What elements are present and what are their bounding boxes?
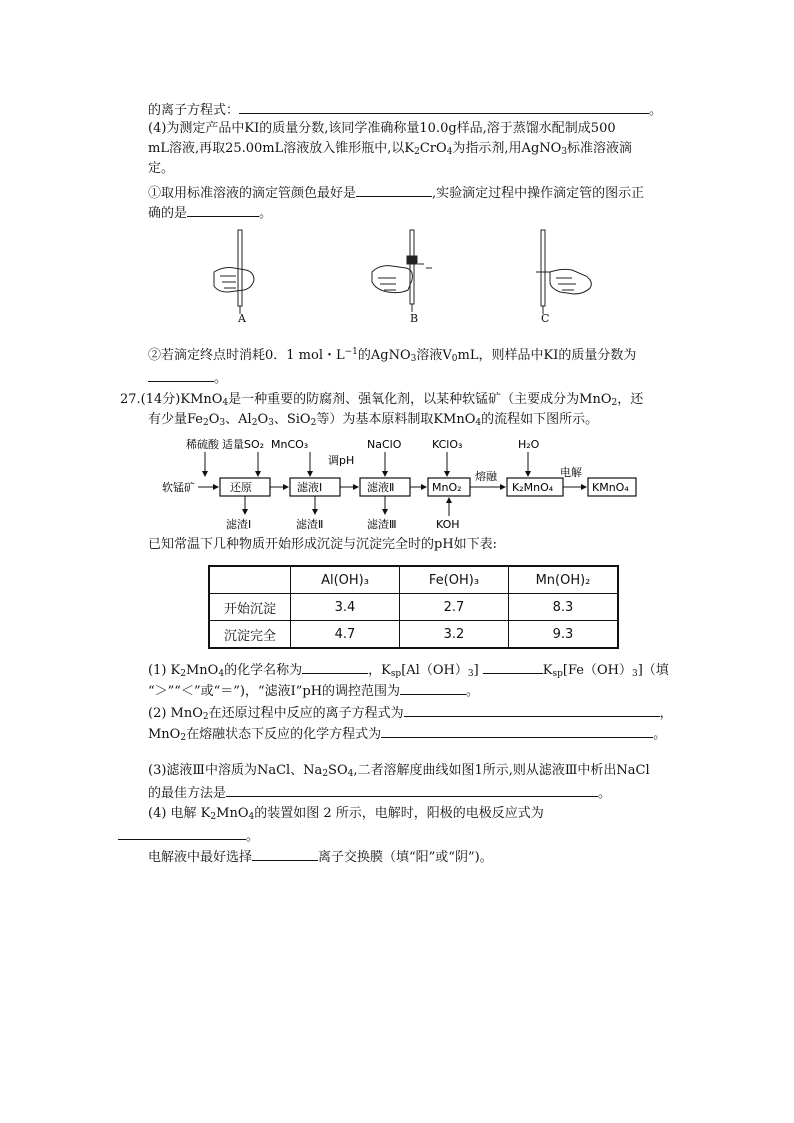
box-k2mno4: K₂MnO₄ xyxy=(512,481,554,494)
answer-blank[interactable] xyxy=(356,183,432,197)
subscript: sp xyxy=(552,669,563,679)
subscript: 4 xyxy=(218,669,225,679)
line-text: 。 xyxy=(598,786,612,801)
figure-label-b: B xyxy=(410,312,419,325)
ion-equation-line: 的离子方程式： 。 xyxy=(148,100,662,120)
answer-blank[interactable] xyxy=(226,783,598,797)
line-text: 的离子方程式： xyxy=(148,103,240,118)
subscript: 4 xyxy=(222,398,229,408)
line-text: (2) MnO xyxy=(148,706,203,721)
line-text: 是一种重要的防腐剂、强氧化剂，以某种软锰矿（主要成分为MnO xyxy=(228,392,612,407)
superscript: −1 xyxy=(344,347,358,357)
burette-figures xyxy=(200,228,600,318)
line-text: (3)滤液Ⅲ中溶质为NaCl、Na xyxy=(148,763,323,778)
table-row xyxy=(209,594,618,621)
answer-blank[interactable] xyxy=(302,660,368,674)
line-text: O xyxy=(208,412,220,427)
answer-blank[interactable] xyxy=(252,847,318,861)
burette-figure-c xyxy=(536,230,591,314)
figure-label-a: A xyxy=(238,312,246,325)
subscript: 4 xyxy=(248,812,255,822)
table-row xyxy=(209,621,618,649)
line-text: 的装置如图 2 所示，电解时，阳极的电极反应式为 xyxy=(254,806,544,821)
line-text: 27.(14分)KMnO xyxy=(120,392,223,407)
q26-part4-line2 xyxy=(148,140,632,158)
line-text: SO xyxy=(328,763,348,778)
reagent-so2: 适量SO₂ xyxy=(222,438,265,451)
header-cell: Fe(OH)₃ xyxy=(400,566,509,594)
residue-1: 滤渣Ⅰ xyxy=(226,518,252,531)
q26-sub1-line2 xyxy=(148,203,272,223)
subscript: 4 xyxy=(475,418,482,428)
line-text: ①取用标准溶液的滴定管颜色最好是 xyxy=(148,186,357,201)
subscript: 3 xyxy=(561,147,568,157)
reagent-mnco3: MnCO₃ xyxy=(271,438,309,451)
subscript: sp xyxy=(390,669,402,679)
reagent-naclo: NaClO xyxy=(367,438,402,451)
q27-part4-line3 xyxy=(148,847,493,867)
box-reduction: 还原 xyxy=(230,481,252,494)
line-text: 已知常温下几种物质开始形成沉淀与沉淀完全时的pH如下表: xyxy=(148,537,498,552)
answer-blank[interactable] xyxy=(381,724,653,738)
subscript: 2 xyxy=(180,733,187,743)
line-text: ] xyxy=(473,663,479,678)
ph-table xyxy=(208,565,619,649)
q26-sub2-line1 xyxy=(148,347,636,365)
q27-part4-line1 xyxy=(148,805,544,823)
box-filtrate-2: 滤液Ⅱ xyxy=(367,481,395,494)
table-cell: 9.3 xyxy=(509,621,619,649)
reagent-adjust-ph: 调pH xyxy=(328,454,355,467)
line-text: ，还 xyxy=(617,392,644,407)
line-text: 的化学名称为 xyxy=(224,663,303,678)
line-text: 的最佳方法是 xyxy=(148,786,227,801)
table-header-row xyxy=(209,566,618,594)
arrow-label-electrolysis: 电解 xyxy=(560,466,582,479)
line-text: MnO xyxy=(216,806,249,821)
line-text: ,二者溶解度曲线如图1所示,则从滤液Ⅲ中析出NaCl xyxy=(353,763,650,778)
line-text: K xyxy=(542,663,553,678)
line-text: 等）为基本原料制取KMnO xyxy=(316,412,476,427)
answer-blank[interactable] xyxy=(239,100,649,114)
subscript: 2 xyxy=(210,812,217,822)
ore-label: 软锰矿 xyxy=(162,481,195,494)
answer-blank[interactable] xyxy=(118,826,246,840)
line-text: 标准溶液滴 xyxy=(567,141,633,156)
line-text: MnO xyxy=(148,727,181,742)
q27-intro-line2 xyxy=(148,411,598,429)
residue-2: 滤渣Ⅱ xyxy=(296,518,324,531)
q27-part1-line1 xyxy=(148,660,669,680)
process-flowchart xyxy=(160,436,640,536)
q26-sub1-line1 xyxy=(148,183,644,203)
line-text: ,实验滴定过程中操作滴定管的图示正 xyxy=(432,186,645,201)
q26-sub2-line2 xyxy=(148,368,227,388)
subscript: 0 xyxy=(451,354,458,364)
q27-part3-line1 xyxy=(148,762,650,780)
line-text: [Fe（OH） xyxy=(562,663,632,678)
header-cell: Mn(OH)₂ xyxy=(509,566,619,594)
header-cell xyxy=(209,566,291,594)
line-text: (4)为测定产品中KI的质量分数,该同学准确称量10.0g样品,溶于蒸馏水配制成500 xyxy=(148,121,616,136)
header-cell: Al(OH)₃ xyxy=(291,566,400,594)
subscript: 2 xyxy=(203,418,209,428)
line-text: 的AgNO xyxy=(357,348,411,363)
line-text: 。 xyxy=(246,829,260,844)
line-text: mL，则样品中KI的质量分数为 xyxy=(457,348,637,363)
line-text: (1) K xyxy=(148,663,181,678)
line-text: MnO xyxy=(186,663,219,678)
answer-blank[interactable] xyxy=(187,203,259,217)
box-kmno4: KMnO₄ xyxy=(592,481,629,494)
q27-part1-line2 xyxy=(148,681,479,701)
subscript: 3 xyxy=(410,354,417,364)
line-text: ，K xyxy=(368,663,391,678)
line-text: O xyxy=(257,412,269,427)
row-label: 开始沉淀 xyxy=(209,594,291,621)
box-filtrate-1: 滤液Ⅰ xyxy=(297,481,323,494)
line-text: “＞”“＜”或“＝”)，“滤液Ⅰ”pH的调控范围为 xyxy=(148,684,401,699)
line-text: 溶液V xyxy=(416,348,452,363)
line-text: ， xyxy=(659,706,673,721)
q27-part4-line2 xyxy=(118,826,259,846)
line-text: ]（填 xyxy=(637,663,669,678)
box-mno2: MnO₂ xyxy=(432,481,462,494)
answer-blank[interactable] xyxy=(148,368,214,382)
q27-part2-line2 xyxy=(148,724,666,744)
subscript: 2 xyxy=(310,418,317,428)
reagent-koh: KOH xyxy=(436,518,460,531)
q27-intro-line1 xyxy=(120,391,643,409)
table-cell: 4.7 xyxy=(291,621,400,649)
line-text: [Al（OH） xyxy=(401,663,468,678)
subscript: 2 xyxy=(322,769,329,779)
table-cell: 3.4 xyxy=(291,594,400,621)
line-text: 的流程如下图所示。 xyxy=(481,412,599,427)
subscript: 3 xyxy=(219,418,226,428)
figure-label-c: C xyxy=(541,312,550,325)
subscript: 3 xyxy=(631,669,638,679)
table-intro xyxy=(148,536,497,554)
line-text: 在还原过程中反应的离子方程式为 xyxy=(208,706,404,721)
line-text: 离子交换膜（填“阳”或“阴”)。 xyxy=(318,850,493,865)
line-text: 电解液中最好选择 xyxy=(148,850,253,865)
subscript: 2 xyxy=(180,669,186,679)
subscript: 2 xyxy=(251,418,258,428)
line-text: 、SiO xyxy=(273,412,311,427)
line-text: 定。 xyxy=(148,161,175,176)
burette-figure-a xyxy=(214,230,254,314)
q27-part3-line2 xyxy=(148,783,611,803)
line-text: (4) 电解 K xyxy=(148,806,211,821)
subscript: 2 xyxy=(611,398,618,408)
q27-part2-line1 xyxy=(148,703,673,723)
reagent-h2o: H₂O xyxy=(518,438,540,451)
table-cell: 2.7 xyxy=(400,594,509,621)
line-text: 为指示剂,用AgNO xyxy=(452,141,562,156)
subscript: 3 xyxy=(467,669,474,679)
burette-figure-b xyxy=(372,230,432,312)
line-text: 在熔融状态下反应的化学方程式为 xyxy=(186,727,382,742)
line-text: mL溶液,再取25.00mL溶液放入锥形瓶中,以K xyxy=(148,141,415,156)
line-text: ②若滴定终点时消耗0．1 mol・L xyxy=(148,348,345,363)
subscript: 4 xyxy=(446,147,453,157)
answer-blank[interactable] xyxy=(404,703,660,717)
answer-blank[interactable] xyxy=(483,660,543,674)
table-cell: 3.2 xyxy=(400,621,509,649)
line-text: CrO xyxy=(419,141,447,156)
q26-part4-line1 xyxy=(148,120,616,138)
line-text: 。 xyxy=(214,371,228,386)
subscript: 2 xyxy=(414,147,420,157)
reagent-kclo3: KClO₃ xyxy=(432,438,463,451)
line-text: 、Al xyxy=(225,412,252,427)
subscript: 3 xyxy=(268,418,274,428)
table-cell: 8.3 xyxy=(509,594,619,621)
line-text: 确的是 xyxy=(148,206,188,221)
reagent-dilute-h2so4: 稀硫酸 xyxy=(186,438,219,451)
answer-blank[interactable] xyxy=(400,681,466,695)
line-text: 。 xyxy=(653,727,667,742)
row-label: 沉淀完全 xyxy=(209,621,291,649)
subscript: 2 xyxy=(202,712,209,722)
residue-3: 滤渣Ⅲ xyxy=(367,518,397,531)
line-text: 。 xyxy=(466,684,480,699)
line-text: 有少量Fe xyxy=(148,412,204,427)
line-text: 。 xyxy=(259,206,273,221)
arrow-label-fusion: 熔融 xyxy=(475,470,497,483)
subscript: 4 xyxy=(347,769,354,779)
q26-part4-line3 xyxy=(148,160,174,178)
